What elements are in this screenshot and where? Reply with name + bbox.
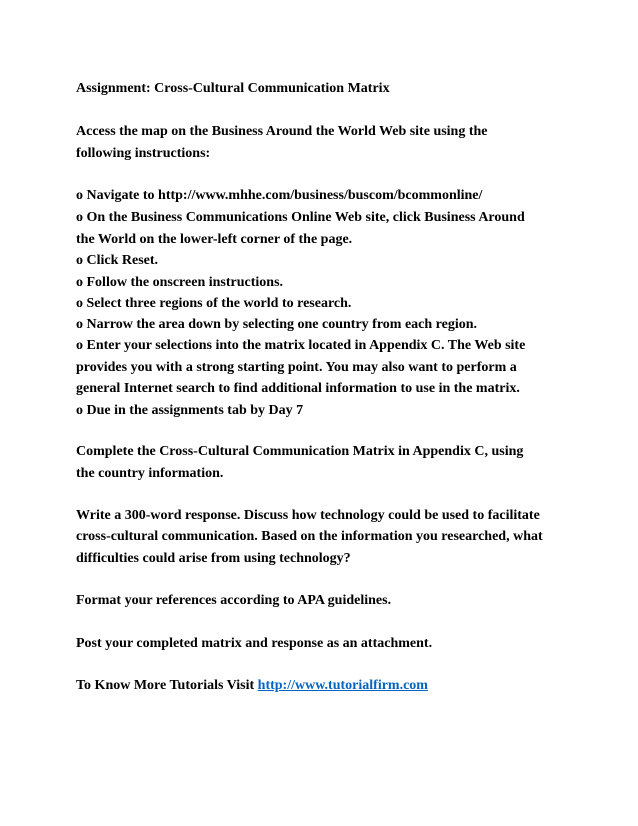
step-line-2: o On the Business Communications Online Web site, click Business Around	[76, 210, 525, 225]
assignment-title: Assignment: Cross-Cultural Communication Matrix	[76, 81, 390, 96]
step-line-1: o Navigate to http://www.mhhe.com/business/buscom/bcommonline/	[76, 188, 483, 203]
footer-line	[76, 677, 428, 695]
format-references: Format your references according to APA guidelines.	[76, 593, 392, 608]
step-line-5: o Follow the onscreen instructions.	[76, 275, 284, 290]
step-line-10: general Internet search to find additional information to use in the matrix.	[76, 381, 520, 396]
footer-prefix: To Know More Tutorials Visit	[76, 678, 258, 693]
complete-line-2: the country information.	[76, 466, 224, 481]
step-line-7: o Narrow the area down by selecting one country from each region.	[76, 317, 478, 332]
step-line-4: o Click Reset.	[76, 253, 159, 268]
step-line-3: the World on the lower-left corner of the page.	[76, 232, 353, 247]
step-line-9: provides you with a strong starting point. You may also want to perform a	[76, 360, 517, 375]
write-line-1: Write a 300-word response. Discuss how technology could be used to facilitate	[76, 508, 540, 523]
step-line-11: o Due in the assignments tab by Day 7	[76, 403, 304, 418]
complete-line-1: Complete the Cross-Cultural Communication Matrix in Appendix C, using	[76, 444, 524, 459]
post-matrix: Post your completed matrix and response as an attachment.	[76, 636, 433, 651]
intro-line-2: following instructions:	[76, 146, 211, 161]
write-line-3: difficulties could arise from using technology?	[76, 551, 351, 566]
write-line-2: cross-cultural communication. Based on the information you researched, what	[76, 529, 543, 544]
intro-line-1: Access the map on the Business Around the World Web site using the	[76, 124, 488, 139]
tutorialfirm-link[interactable]: http://www.tutorialfirm.com	[257, 678, 428, 693]
step-line-6: o Select three regions of the world to research.	[76, 296, 352, 311]
step-line-8: o Enter your selections into the matrix located in Appendix C. The Web site	[76, 338, 526, 353]
